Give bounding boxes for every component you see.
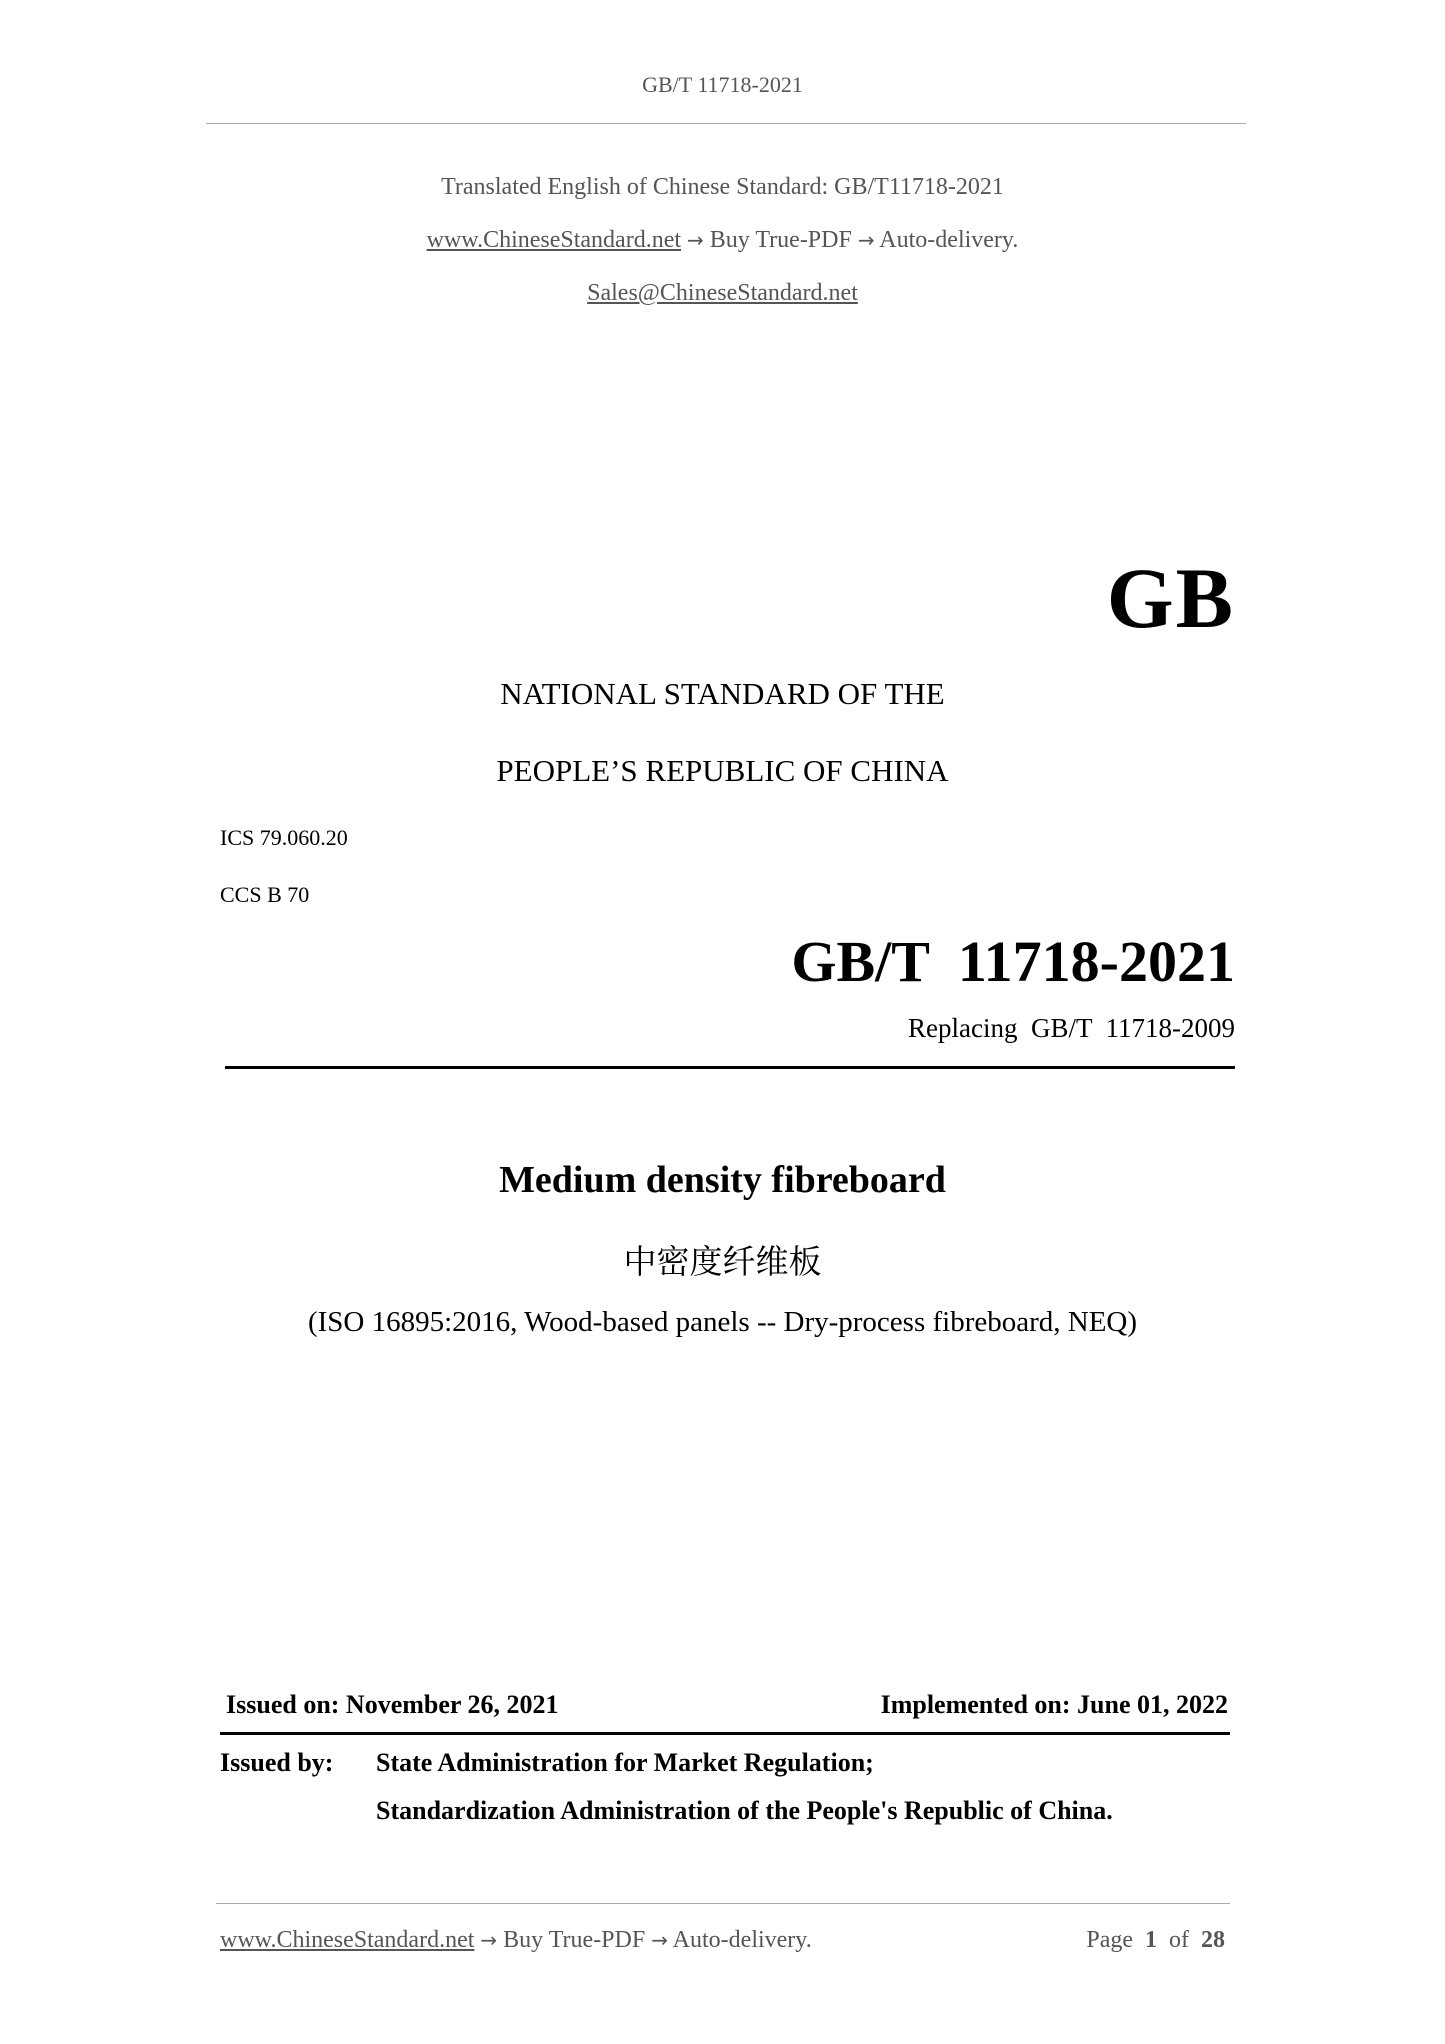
gb-mark: GB bbox=[1106, 550, 1235, 646]
arrow-right-icon: → bbox=[480, 1928, 498, 1952]
issuer-1: State Administration for Market Regulation; bbox=[376, 1748, 874, 1777]
buy-line bbox=[0, 227, 1445, 254]
ics-code: ICS 79.060.20 bbox=[220, 825, 348, 850]
translated-line bbox=[0, 174, 1445, 201]
standard-number: GB/T 11718-2021 bbox=[791, 929, 1235, 994]
dates-divider bbox=[220, 1732, 1230, 1735]
number-divider bbox=[225, 1066, 1235, 1069]
footer-delivery-text: Auto-delivery. bbox=[672, 1927, 812, 1953]
translated-text: Translated English of Chinese Standard: GB/T11718-2021 bbox=[441, 174, 1004, 200]
header-divider bbox=[206, 123, 1246, 124]
implemented-on: Implemented on: June 01, 2022 bbox=[880, 1690, 1228, 1719]
running-title: GB/T 11718-2021 bbox=[642, 72, 803, 97]
issued-on: Issued on: November 26, 2021 bbox=[226, 1690, 559, 1719]
issued-by-label: Issued by: bbox=[220, 1748, 334, 1777]
equivalence-note: (ISO 16895:2016, Wood-based panels -- Dry-process fibreboard, NEQ) bbox=[307, 1306, 1138, 1338]
page-current: 1 bbox=[1145, 1927, 1157, 1953]
page-indicator bbox=[1086, 1927, 1225, 1954]
footer-site-link[interactable]: www.ChineseStandard.net bbox=[220, 1927, 475, 1953]
footer-divider bbox=[216, 1903, 1230, 1904]
issuer-2: Standardization Administration of the People's Republic of China. bbox=[376, 1796, 1113, 1825]
arrow-right-icon: → bbox=[687, 228, 704, 252]
ccs-code: CCS B 70 bbox=[220, 882, 310, 907]
delivery-text: Auto-delivery. bbox=[879, 227, 1019, 253]
footer-buy-line bbox=[220, 1927, 812, 1954]
arrow-right-icon: → bbox=[857, 228, 875, 252]
national-standard-line-2: PEOPLE’S REPUBLIC OF CHINA bbox=[496, 753, 949, 788]
title-chinese: 中密度纤维板 bbox=[623, 1242, 822, 1281]
running-header bbox=[0, 72, 1445, 98]
arrow-right-icon: → bbox=[651, 1928, 668, 1952]
page-of: of bbox=[1169, 1927, 1189, 1953]
site-link[interactable]: www.ChineseStandard.net bbox=[426, 227, 682, 253]
page-total: 28 bbox=[1201, 1927, 1225, 1953]
email-link[interactable]: Sales@ChineseStandard.net bbox=[587, 280, 858, 306]
national-standard-line-1: NATIONAL STANDARD OF THE bbox=[500, 676, 945, 711]
replacing-note: Replacing GB/T 11718-2009 bbox=[908, 1013, 1235, 1043]
email-line bbox=[0, 280, 1445, 307]
page-label: Page bbox=[1086, 1927, 1133, 1953]
title-english: Medium density fibreboard bbox=[499, 1159, 946, 1201]
buy-text: Buy True-PDF bbox=[709, 227, 852, 253]
footer-buy-text: Buy True-PDF bbox=[503, 1927, 646, 1953]
